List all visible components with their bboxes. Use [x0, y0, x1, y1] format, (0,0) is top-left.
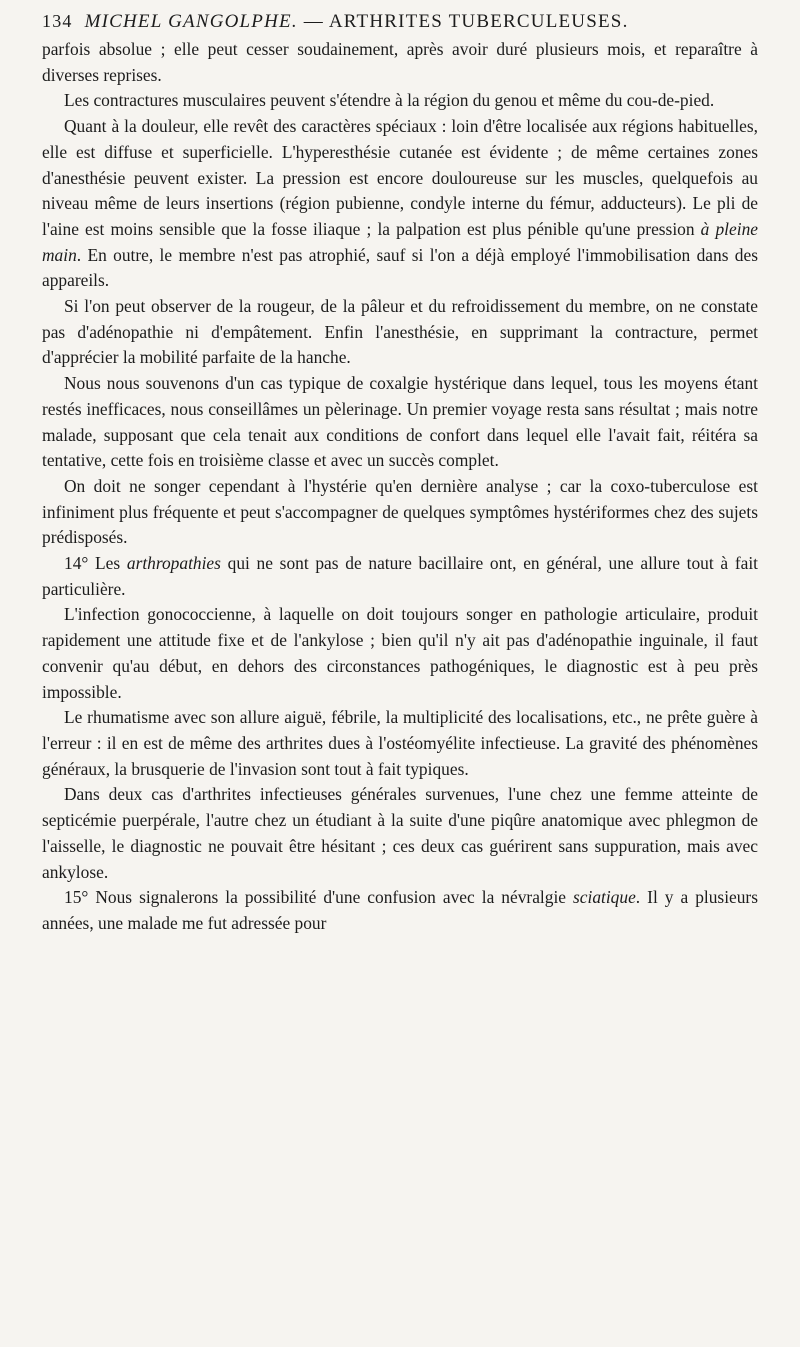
paragraph-8: L'infection gonococcienne, à laquelle on doit toujours songer en pathologie articulaire, produit rapidement une attitude fixe et de l'ankylose ; bien qu'il n'y ait pas d'adénopathie inguinale, il faut convenir qu'au début, en dehors des circonstances pathogéniques, le diagnostic est à peu près impossible. — [42, 604, 758, 702]
header-title: ARTHRITES TUBERCULEUSES. — [328, 11, 629, 32]
emphasis-sciatique: sciatique — [573, 887, 636, 908]
body-text — [42, 37, 758, 937]
paragraph-9: Le rhumatisme avec son allure aiguë, fébrile, la multiplicité des localisations, etc., ne prête guère à l'erreur : il en est de même des arthrites dues à l'ostéomyélite infectieuse. La gravité des phénomènes généraux, la brusquerie de l'invasion sont tout à fait typiques. — [42, 707, 758, 779]
paragraph-11: 15° Nous signalerons la possibilité d'une confusion avec la névralgie sciatique. Il y a plusieurs années, une malade me fut adressée pour — [42, 887, 758, 933]
emphasis-arthropathies: arthropathies — [126, 553, 221, 574]
running-header — [42, 8, 758, 35]
paragraph-7: 14° Les arthropathies qui ne sont pas de nature bacillaire ont, en général, une allure tout à fait particulière. — [42, 553, 758, 599]
paragraph-1: parfois absolue ; elle peut cesser soudainement, après avoir duré plusieurs mois, et reparaître à diverses reprises. — [42, 39, 758, 85]
paragraph-5: Nous nous souvenons d'un cas typique de coxalgie hystérique dans lequel, tous les moyens étant restés inefficaces, nous conseillâmes un pèlerinage. Un premier voyage resta sans résultat ; mais notre malade, supposant que cela tenait aux conditions de confort dans lequel elle l'avait fait, réitéra sa tentative, cette fois en troisième classe et avec un succès complet. — [42, 373, 758, 471]
header-separator: — — [297, 11, 329, 32]
header-author: MICHEL GANGOLPHE. — [84, 11, 298, 32]
emphasis-pleine-main: à pleine main — [42, 218, 758, 265]
paragraph-6: On doit ne songer cependant à l'hystérie qu'en dernière analyse ; car la coxo-tuberculose est infiniment plus fréquente et peut s'accompagner de quelques symptômes hystériformes chez des sujets prédisposés. — [42, 475, 758, 548]
paragraph-2: Les contractures musculaires peuvent s'étendre à la région du genou et même du cou-de-pied. — [64, 90, 715, 111]
paragraph-10: Dans deux cas d'arthrites infectieuses générales survenues, l'une chez une femme atteinte de septicémie puerpérale, l'autre chez un étudiant à la suite d'une piqûre anatomique avec phlegmon de l'aisselle, le diagnostic ne pouvait être hésitant ; ces deux cas guérirent sans suppuration, mais avec ankylose. — [42, 784, 758, 882]
page-number: 134 — [42, 11, 73, 31]
paragraph-3: Quant à la douleur, elle revêt des caractères spéciaux : loin d'être localisée aux régions habituelles, elle est diffuse et superficielle. L'hyperesthésie cutanée est évidente ; de même certaines zones d'anesthésie peuvent exister. La pression est encore douloureuse sur les muscles, quelquefois au niveau même de leurs insertions (région pubienne, condyle interne du fémur, adducteurs). Le pli de l'aine est moins sensible que la fosse iliaque ; la palpation est plus pénible qu'une pression à pleine main. En outre, le membre n'est pas atrophié, sauf si l'on a déjà employé l'immobilisation dans des appareils. — [42, 116, 758, 291]
paragraph-4: Si l'on peut observer de la rougeur, de la pâleur et du refroidissement du membre, on ne constate pas d'adénopathie ni d'empâtement. Enfin l'anesthésie, en supprimant la contracture, permet d'apprécier la mobilité parfaite de la hanche. — [42, 296, 758, 368]
page — [42, 8, 758, 937]
